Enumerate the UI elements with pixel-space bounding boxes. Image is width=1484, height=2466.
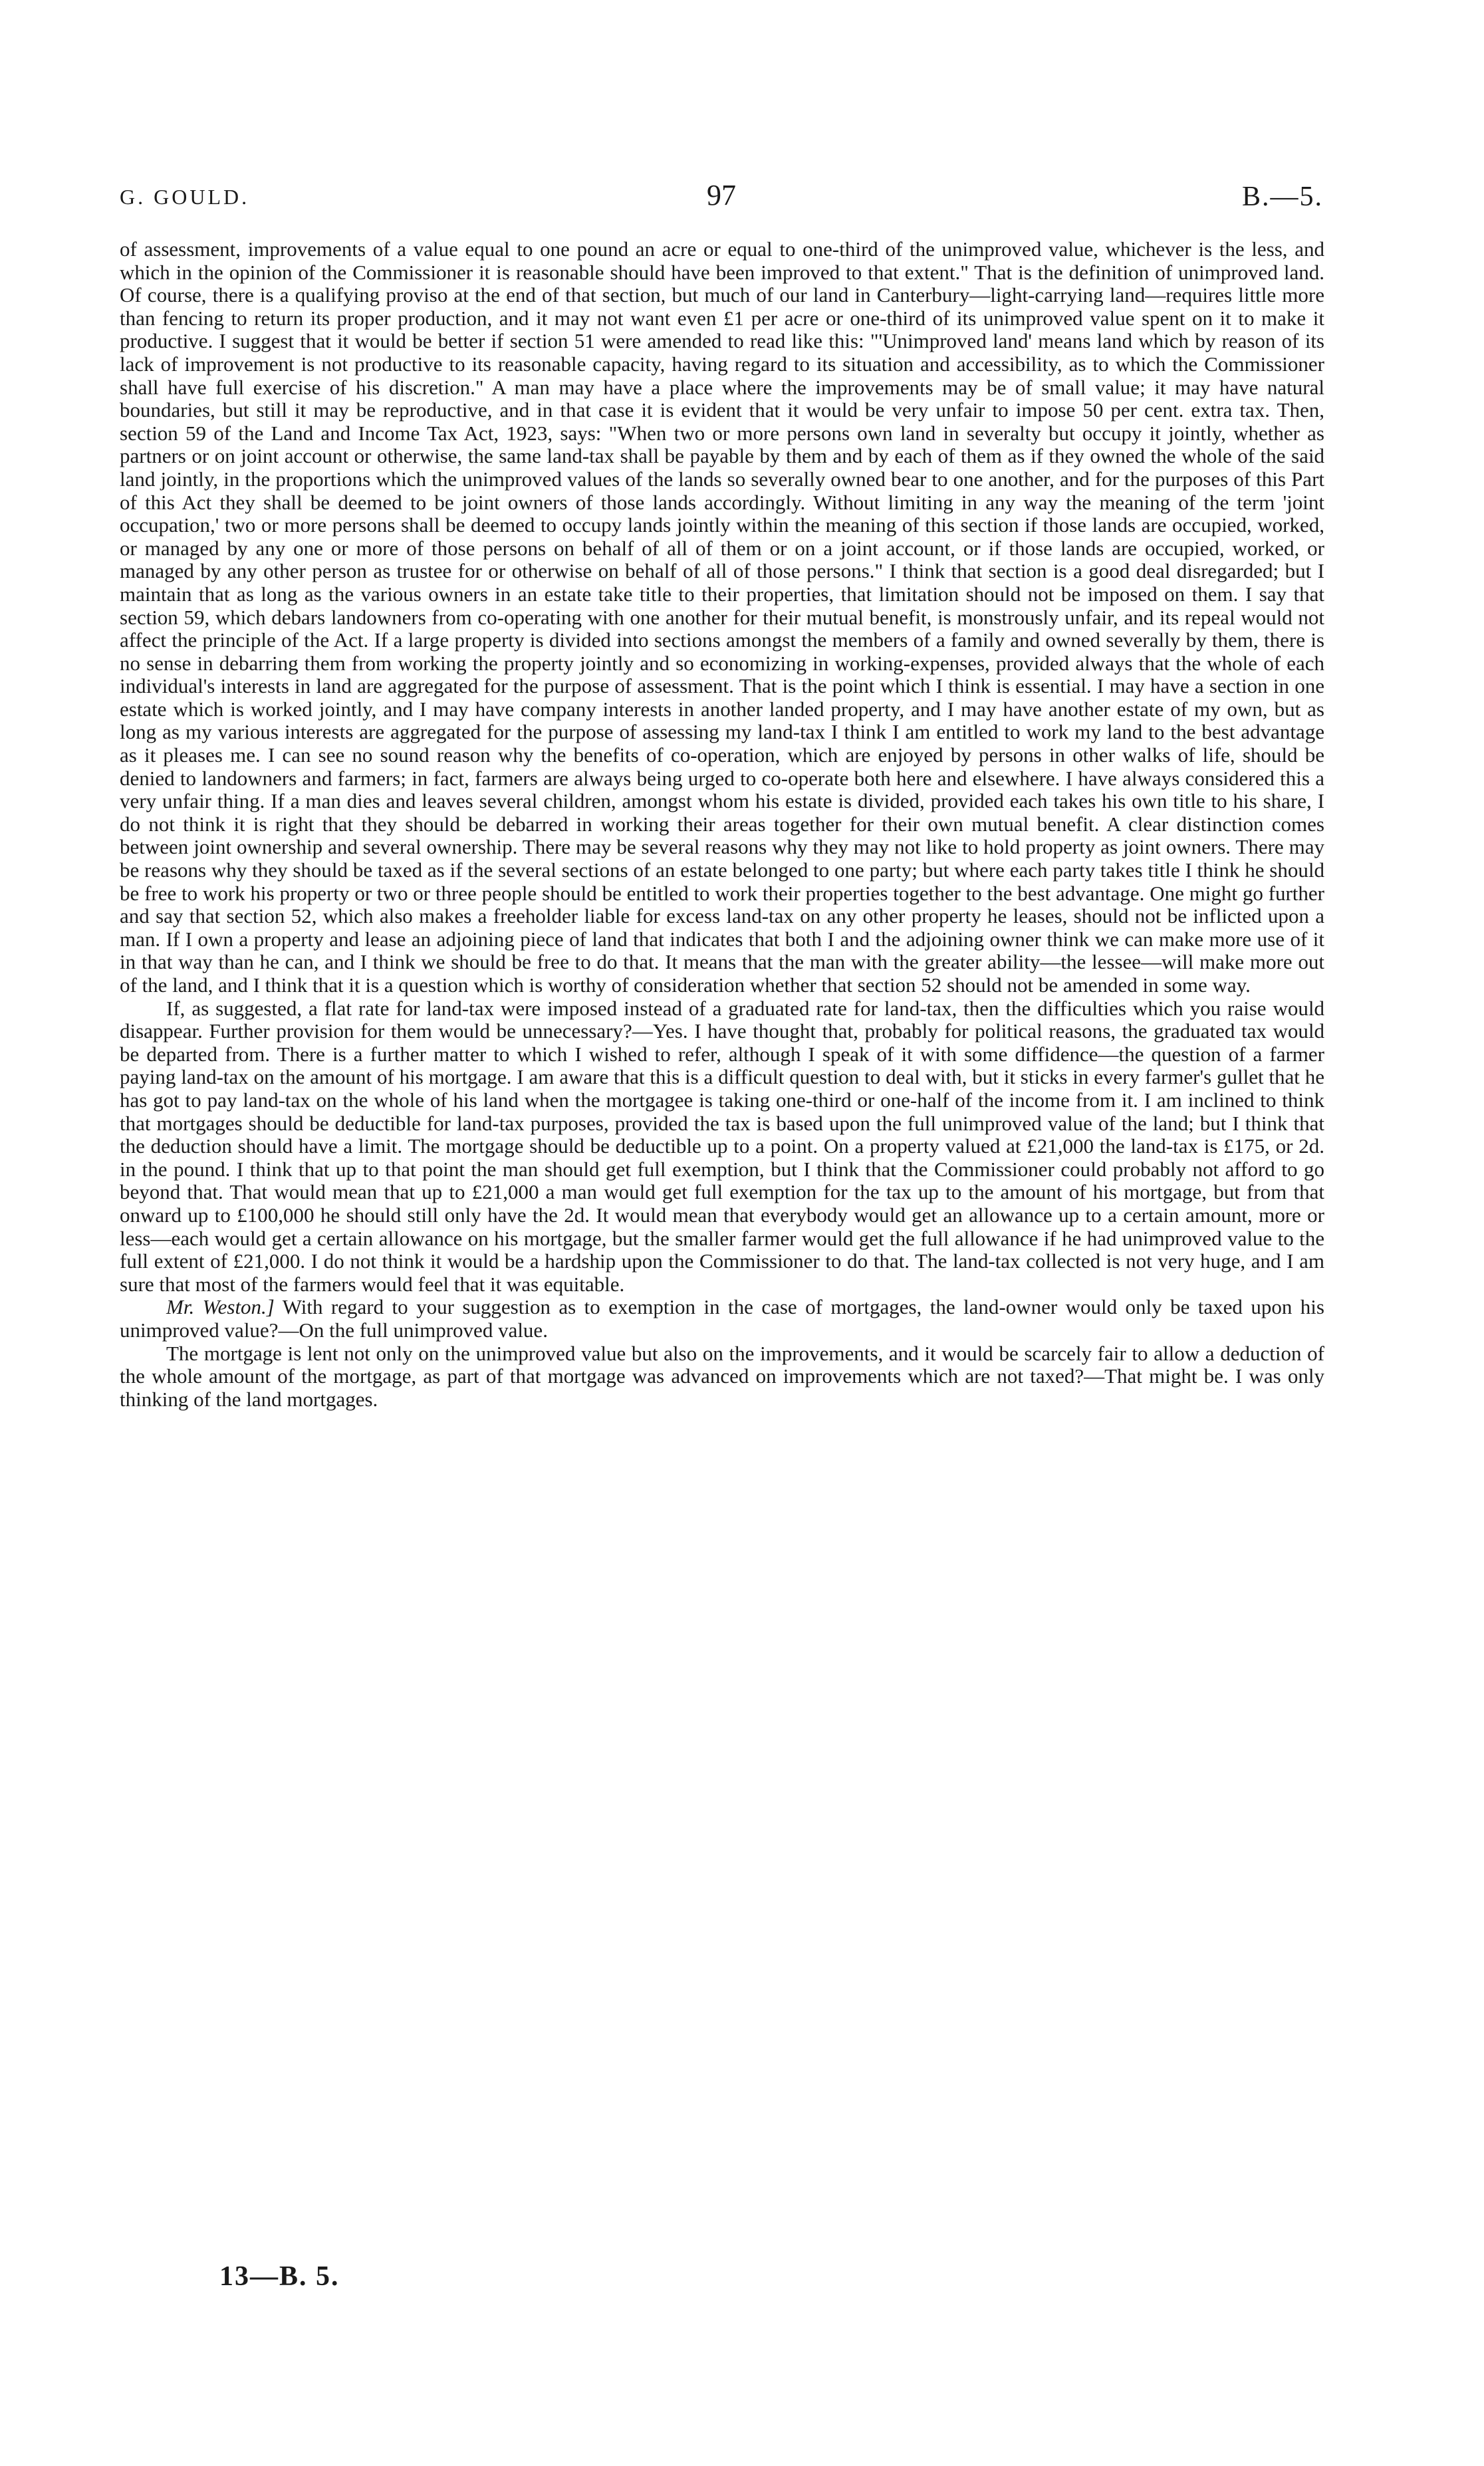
paper-reference: B.—5. <box>1241 182 1323 212</box>
paragraph-3 <box>120 1296 1324 1342</box>
paragraph-1-text: of assessment, improvements of a value equal to one pound an acre or equal to one-third of the unimproved value, whichever is the less, and which in the opinion of the Commissioner it is reasonable should have been improved to that extent." That is the definition of unimproved land. Of course, there is a qualifying proviso at the end of that section, but much of our land in Canterbury—light-carrying land—requires little more than fencing to return its proper production, and it may not want even £1 per acre or one-third of its unimproved value spent on it to make it productive. I suggest that it would be better if section 51 were amended to read like this: "'Unimproved land' means land which by reason of its lack of improvement is not productive to its reasonable capacity, having regard to its situation and accessibility, as to which the Commissioner shall have full exercise of his discretion." A man may have a place where the improvements may be of small value; it may have natural boundaries, but still it may be reproductive, and in that case it is evident that it would be very unfair to impose 50 per cent. extra tax. Then, section 59 of the Land and Income Tax Act, 1923, says: "When two or more persons own land in severalty but occupy it jointly, whether as partners or on joint account or otherwise, the same land-tax shall be payable by them and by each of them as if they owned the whole of the said land jointly, in the proportions which the unimproved values of the lands so severally owned bear to one another, and for the purposes of this Part of this Act they shall be deemed to be joint owners of those lands accordingly. Without limiting in any way the meaning of the term 'joint occupation,' two or more persons shall be deemed to occupy lands jointly within the meaning of this section if those lands are occupied, worked, or managed by any one or more of those persons on behalf of all of them or on a joint account, or if those lands are occupied, worked, or managed by any other person as trustee for or otherwise on behalf of all of those persons." I think that section is a good deal disregarded; but I maintain that as long as the various owners in an estate take title to their properties, that limitation should not be imposed on them. I say that section 59, which debars landowners from co-operating with one another for their mutual benefit, is monstrously unfair, and its repeal would not affect the principle of the Act. If a large property is divided into sections amongst the members of a family and owned severally by them, there is no sense in debarring them from working the property jointly and so economizing in working-expenses, provided always that the whole of each individual's interests in land are aggregated for the purpose of assessment. That is the point which I think is essential. I may have a section in one estate which is worked jointly, and I may have company interests in another landed property, and I may have another estate of my own, but as long as my various interests are aggregated for the purpose of assessing my land-tax I think I am entitled to work my land to the best advantage as it pleases me. I can see no sound reason why the benefits of co-operation, which are enjoyed by persons in other walks of life, should be denied to landowners and farmers; in fact, farmers are always being urged to co-operate both here and elsewhere. I have always considered this a very unfair thing. If a man dies and leaves several children, amongst whom his estate is divided, provided each takes his own title to his share, I do not think it is right that they should be debarred in working their areas together for their own mutual benefit. A clear distinction comes between joint ownership and several ownership. There may be several reasons why they may not like to hold property as joint owners. There may be reasons why they should be taxed as if the several sections of an estate belonged to one party; but where each party takes title I think he should be free to work his property or two or three people should be entitled to work their properties together to the best advantage. One might go further and say that section 52, which also makes a freeholder liable for excess land-tax on any other property he leases, should not be inflicted upon a man. If I own a property and lease an adjoining piece of land that indicates that both I and the adjoining owner think we can make more use of it in that way than he can, and I think we should be free to do that. It means that the man with the greater ability—the lessee—will make more out of the land, and I think that it is a question which is worthy of consideration whether that section 52 should not be amended in some way. <box>120 237 1324 997</box>
paragraph-2-text: If, as suggested, a flat rate for land-tax were imposed instead of a graduated rate for land-tax, then the difficulties which you raise would disappear. Further provision for them would be unnecessary?—Yes. I have thought that, probably for political reasons, the graduated tax would be departed from. There is a further matter to which I wished to refer, although I speak of it with some diffidence—the question of a farmer paying land-tax on the amount of his mortgage. I am aware that this is a difficult question to deal with, but it sticks in every farmer's gullet that he has got to pay land-tax on the whole of his land when the mortgagee is taking one-third or one-half of the income from it. I am inclined to think that mortgages should be deductible for land-tax purposes, provided the tax is based upon the full unimproved value of the land; but I think that the deduction should have a limit. The mortgage should be deductible up to a point. On a property valued at £21,000 the land-tax is £175, or 2d. in the pound. I think that up to that point the man should get full exemption, but I think that the Commissioner could probably not afford to go beyond that. That would mean that up to £21,000 a man would get full exemption for the tax up to the amount of his mortgage, but from that onward up to £100,000 he should still only have the 2d. It would mean that everybody would get an allowance up to a certain amount, more or less—each would get a certain allowance on his mortgage, but the smaller farmer would get the full allowance if he had unimproved value to the full extent of £21,000. I do not think it would be a hardship upon the Commissioner to do that. The land-tax collected is not very huge, and I am sure that most of the farmers would feel that it was equitable. <box>120 996 1324 1296</box>
paragraph-4 <box>120 1342 1324 1412</box>
paragraph-3-text: With regard to your suggestion as to exemption in the case of mortgages, the land-owner would only be taxed upon his unimproved value?—On the full unimproved value. <box>120 1295 1324 1342</box>
signature-mark: 13—B. 5. <box>219 2261 340 2292</box>
body-text <box>120 238 1324 1411</box>
paragraph-4-text: The mortgage is lent not only on the unimproved value but also on the improvements, and it would be scarcely fair to allow a deduction of the whole amount of the mortgage, as part of that mortgage was advanced on improvements which are not taxed?—That might be. I was only thinking of the land mortgages. <box>120 1341 1324 1411</box>
paragraph-2 <box>120 997 1324 1296</box>
speaker-label: Mr. Weston.] <box>166 1295 275 1319</box>
page-number: 97 <box>707 179 736 211</box>
witness-name: G. GOULD. <box>120 185 250 209</box>
page-header <box>120 178 1323 225</box>
paragraph-1 <box>120 238 1324 997</box>
